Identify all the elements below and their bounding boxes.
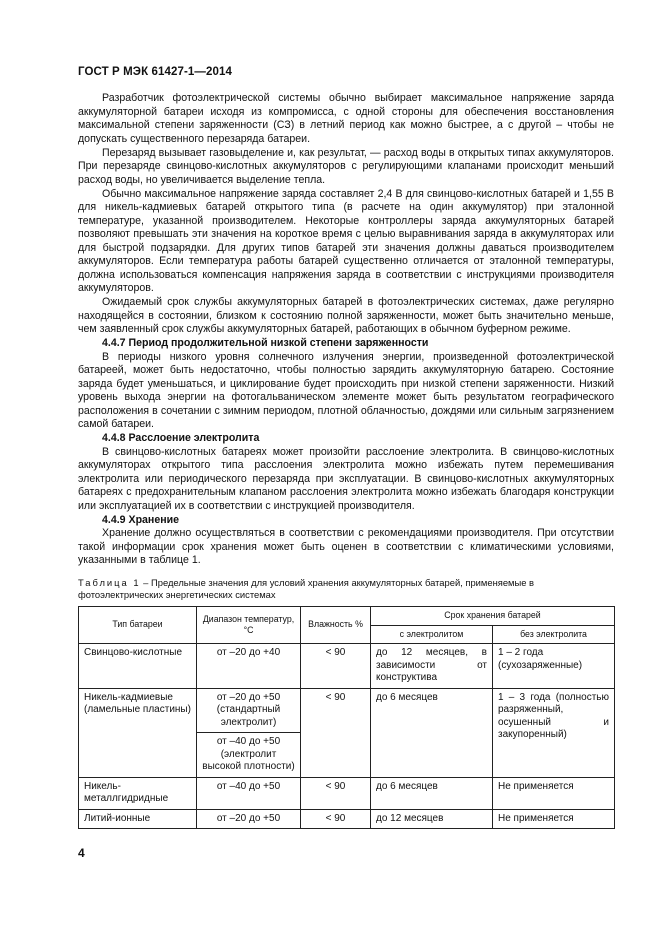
cell-temp: от –20 до +50 <box>197 809 301 829</box>
cell-with-electrolyte: до 12 месяцев, в зависимости от конструктива <box>371 644 493 689</box>
table-row <box>79 809 615 829</box>
cell-type: Никель-металлгидридные <box>79 777 197 809</box>
cell-without-electrolyte: 1 – 3 года (полностью разряженный, осушенный и закупоренный) <box>493 688 615 777</box>
table-caption-text: – Предельные значения для условий хранения аккумуляторных батарей, применяемые в фотоэлектрических энергетических системах <box>78 577 535 600</box>
cell-temp: от –20 до +40 <box>197 644 301 689</box>
header-humidity: Влажность % <box>301 607 371 644</box>
storage-limits-table <box>78 606 615 829</box>
table-caption-label: Таблица 1 <box>78 577 141 588</box>
cell-with-electrolyte: до 12 месяцев <box>371 809 493 829</box>
paragraph: Ожидаемый срок службы аккумуляторных батарей в фотоэлектрических системах, даже регулярно находящейся в состоянии, близком к состоянию полной заряженности, может быть значительно меньше, чем заявленный срок службы аккумуляторных батарей, работающих в обычном буферном режиме. <box>78 296 614 335</box>
cell-temp: от –40 до +50 <box>197 777 301 809</box>
header-storage-period: Срок хранения батарей <box>371 607 615 626</box>
cell-with-electrolyte: до 6 месяцев <box>371 688 493 777</box>
paragraph: Разработчик фотоэлектрической системы обычно выбирает максимальное напряжение заряда аккумуляторной батареи исходя из компромисса, с одной стороны для обеспечения восстановления максимальной степени заряженности (СЗ) в летний период как можно быстрее, а с другой – чтобы не допускать существенного перезаряда батареи. <box>78 92 614 145</box>
cell-without-electrolyte: Не применяется <box>493 777 615 809</box>
table-row <box>79 777 615 809</box>
table-caption <box>78 577 614 601</box>
cell-humidity: < 90 <box>301 777 371 809</box>
header-without-electrolyte: без электролита <box>493 625 615 644</box>
paragraph: В периоды низкого уровня солнечного излучения энергии, произведенной фотоэлектрической батареей, может быть недостаточно, чтобы полностью зарядить аккумуляторную батарею. Состояние заряда будет уменьшаться, и циклирование будет происходить при низкой степени заряженности. Низкий уровень выхода энергии на фотогальваническом элементе может быть результатом географического расположения в сочетании с зимним периодом, плотной облачностью, дождями или сильным загрязнением самой батареи. <box>78 350 614 430</box>
body-text <box>78 92 614 568</box>
cell-temp: от –40 до +50 (электролит высокой плотности) <box>197 733 301 778</box>
cell-temp: от –20 до +50 (стандартный электролит) <box>197 688 301 733</box>
cell-without-electrolyte: Не применяется <box>493 809 615 829</box>
page-number: 4 <box>78 846 85 860</box>
table-row <box>79 644 615 689</box>
cell-humidity: < 90 <box>301 688 371 777</box>
cell-humidity: < 90 <box>301 644 371 689</box>
cell-type: Литий-ионные <box>79 809 197 829</box>
cell-type: Никель-кадмиевые (ламельные пластины) <box>79 688 197 777</box>
header-battery-type: Тип батареи <box>79 607 197 644</box>
page-header: ГОСТ Р МЭК 61427-1—2014 <box>78 66 232 78</box>
paragraph: В свинцово-кислотных батареях может произойти расслоение электролита. В свинцово-кислотных аккумуляторах открытого типа расслоения электролита можно избежать путем перемешивания электролита или периодического перезаряда при эксплуатации. В свинцово-кислотных аккумуляторных батареях с предохранительным клапаном расслоения электролита можно избежать благодаря конструкции или эксплуатацией их в соответствии с инструкцией производителя. <box>78 445 614 512</box>
paragraph: Перезаряд вызывает газовыделение и, как результат, — расход воды в открытых типах аккумуляторов. При перезаряде свинцово-кислотных аккумуляторов с регулирующими клапанами происходит меньший расход воды, но увеличивается выделение тепла. <box>78 146 614 186</box>
table-row <box>79 688 615 733</box>
paragraph: Хранение должно осуществляться в соответствии с рекомендациями производителя. При отсутствии такой информации срок хранения может быть оценен в соответствии с климатическими условиями, указанными в таблице 1. <box>78 527 614 566</box>
section-heading: 4.4.7 Период продолжительной низкой степени заряженности <box>102 337 429 349</box>
header-temperature: Диапазон температур, °C <box>197 607 301 644</box>
paragraph: Обычно максимальное напряжение заряда составляет 2,4 В для свинцово-кислотных батарей и 1,55 В для никель-кадмиевых батарей открытого типа (в расчете на один аккумулятор) при эталонной температуре, указанной производителем. Некоторые контроллеры заряда аккумуляторных батарей позволяют превышать эти значения на короткое время с целью выравнивания заряда в аккумуляторах или для быстрой подзарядки. Для других типов батарей эти значения должны даваться производителем аккумуляторов. Если температура работы батарей существенно отличается от эталонной температуры, должна использоваться компенсация напряжения заряда в соответствии с инструкциями производителя аккумуляторов. <box>78 187 614 294</box>
section-heading: 4.4.9 Хранение <box>102 513 180 526</box>
cell-humidity: < 90 <box>301 809 371 829</box>
cell-type: Свинцово-кислотные <box>79 644 197 689</box>
header-with-electrolyte: с электролитом <box>371 625 493 644</box>
cell-without-electrolyte: 1 – 2 года (сухозаряженные) <box>493 644 615 689</box>
section-heading: 4.4.8 Расслоение электролита <box>102 432 260 444</box>
cell-with-electrolyte: до 6 месяцев <box>371 777 493 809</box>
